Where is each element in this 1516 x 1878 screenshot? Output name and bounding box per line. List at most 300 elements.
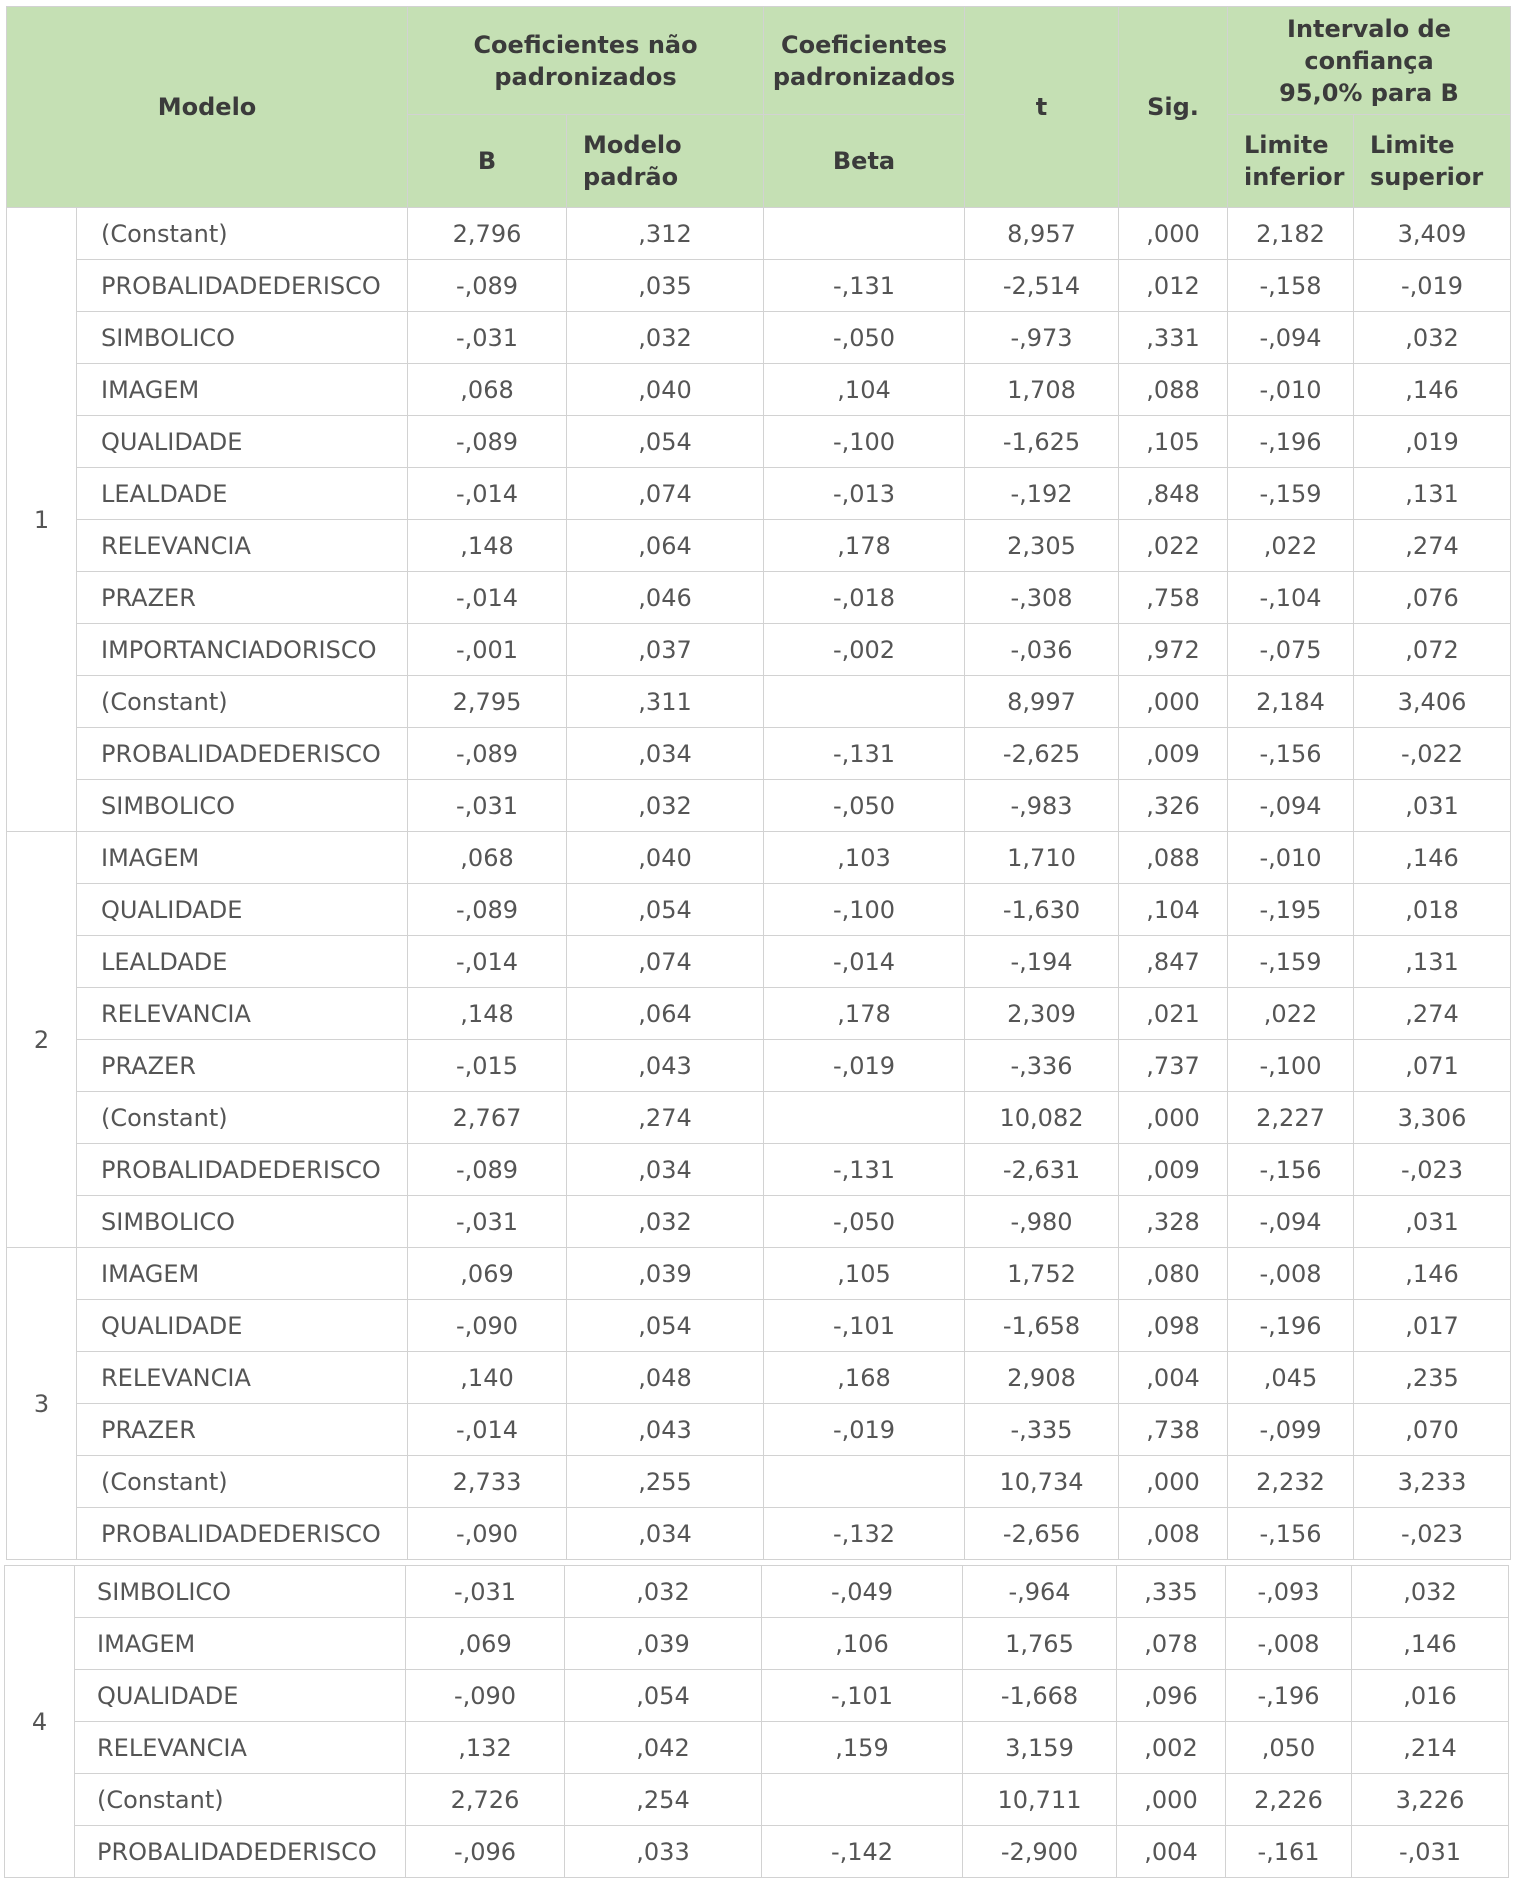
ci-upper: ,214	[1352, 1722, 1509, 1774]
table-row	[7, 572, 1511, 624]
coef-b: -,090	[406, 1670, 565, 1722]
variable-name: IMAGEM	[77, 1248, 408, 1300]
t-value: 1,765	[963, 1618, 1117, 1670]
coef-b: 2,767	[408, 1092, 567, 1144]
coef-b: -,001	[408, 624, 567, 676]
coef-std-error: ,311	[567, 676, 764, 728]
coef-beta: ,178	[764, 988, 965, 1040]
coef-b: -,089	[408, 260, 567, 312]
table-row	[7, 364, 1511, 416]
coef-std-error: ,255	[567, 1456, 764, 1508]
ci-lower: -,196	[1228, 416, 1354, 468]
variable-name: IMAGEM	[77, 832, 408, 884]
coef-beta: ,178	[764, 520, 965, 572]
table-row	[7, 1144, 1511, 1196]
sig-value: ,738	[1119, 1404, 1228, 1456]
coef-std-error: ,037	[567, 624, 764, 676]
header-sig: Sig.	[1119, 7, 1228, 208]
coef-b: -,089	[408, 728, 567, 780]
table-row	[7, 988, 1511, 1040]
variable-name: PROBALIDADEDERISCO	[77, 260, 408, 312]
table-row	[7, 312, 1511, 364]
header-lower-limit: Limite inferior	[1228, 115, 1354, 208]
t-value: 1,752	[965, 1248, 1119, 1300]
ci-upper: ,131	[1354, 936, 1511, 988]
coef-std-error: ,048	[567, 1352, 764, 1404]
table-body	[7, 208, 1511, 1560]
t-value: -,308	[965, 572, 1119, 624]
variable-name: (Constant)	[77, 1456, 408, 1508]
coef-std-error: ,043	[567, 1404, 764, 1456]
ci-upper: ,017	[1354, 1300, 1511, 1352]
ci-lower: 2,227	[1228, 1092, 1354, 1144]
ci-lower: -,099	[1228, 1404, 1354, 1456]
coef-b: -,089	[408, 1144, 567, 1196]
coef-b: ,068	[408, 832, 567, 884]
coef-beta: -,100	[764, 416, 965, 468]
variable-name: QUALIDADE	[77, 1300, 408, 1352]
coef-beta: -,018	[764, 572, 965, 624]
t-value: 2,908	[965, 1352, 1119, 1404]
ci-upper: -,023	[1354, 1144, 1511, 1196]
table-row	[7, 260, 1511, 312]
table-row	[5, 1826, 1509, 1878]
t-value: -,336	[965, 1040, 1119, 1092]
sig-value: ,096	[1117, 1670, 1226, 1722]
ci-upper: ,131	[1354, 468, 1511, 520]
ci-upper: ,071	[1354, 1040, 1511, 1092]
coef-b: -,031	[406, 1566, 565, 1618]
sig-value: ,737	[1119, 1040, 1228, 1092]
coef-std-error: ,054	[567, 416, 764, 468]
sig-value: ,012	[1119, 260, 1228, 312]
ci-lower: -,159	[1228, 468, 1354, 520]
table-row	[7, 208, 1511, 260]
coef-beta	[762, 1774, 963, 1826]
variable-name: QUALIDADE	[77, 416, 408, 468]
table-row	[7, 624, 1511, 676]
t-value: -1,630	[965, 884, 1119, 936]
ci-upper: 3,226	[1352, 1774, 1509, 1826]
ci-upper: ,274	[1354, 988, 1511, 1040]
table-row	[7, 1196, 1511, 1248]
variable-name: (Constant)	[75, 1774, 406, 1826]
coef-b: ,140	[408, 1352, 567, 1404]
coef-beta: ,106	[762, 1618, 963, 1670]
coef-beta: -,050	[764, 312, 965, 364]
coef-b: 2,733	[408, 1456, 567, 1508]
sig-value: ,847	[1119, 936, 1228, 988]
ci-lower: 2,184	[1228, 676, 1354, 728]
header-modelo: Modelo	[7, 7, 408, 208]
ci-lower: ,045	[1228, 1352, 1354, 1404]
coef-beta: -,014	[764, 936, 965, 988]
model-number: 3	[7, 1248, 77, 1560]
ci-upper: ,070	[1354, 1404, 1511, 1456]
coef-std-error: ,039	[567, 1248, 764, 1300]
ci-lower: -,196	[1228, 1300, 1354, 1352]
coef-std-error: ,054	[565, 1670, 762, 1722]
t-value: -2,514	[965, 260, 1119, 312]
ci-lower: ,022	[1228, 988, 1354, 1040]
sig-value: ,758	[1119, 572, 1228, 624]
model-number: 4	[5, 1566, 75, 1878]
sig-value: ,848	[1119, 468, 1228, 520]
ci-lower: -,158	[1228, 260, 1354, 312]
table-row	[7, 468, 1511, 520]
coef-std-error: ,043	[567, 1040, 764, 1092]
ci-lower: -,195	[1228, 884, 1354, 936]
header-beta: Beta	[764, 115, 965, 208]
coefficients-table-continuation	[4, 1565, 1508, 1878]
t-value: 10,734	[965, 1456, 1119, 1508]
sig-value: ,002	[1117, 1722, 1226, 1774]
coef-b: -,089	[408, 416, 567, 468]
sig-value: ,105	[1119, 416, 1228, 468]
sig-value: ,088	[1119, 832, 1228, 884]
sig-value: ,326	[1119, 780, 1228, 832]
table-row	[7, 728, 1511, 780]
coef-std-error: ,032	[567, 780, 764, 832]
ci-lower: -,094	[1228, 780, 1354, 832]
ci-lower: -,104	[1228, 572, 1354, 624]
coef-beta: -,050	[764, 780, 965, 832]
coef-b: -,015	[408, 1040, 567, 1092]
sig-value: ,104	[1119, 884, 1228, 936]
header-b: B	[408, 115, 567, 208]
table-row	[7, 1404, 1511, 1456]
variable-name: (Constant)	[77, 676, 408, 728]
coef-b: -,014	[408, 468, 567, 520]
variable-name: SIMBOLICO	[77, 780, 408, 832]
header-t: t	[965, 7, 1119, 208]
coef-b: -,031	[408, 1196, 567, 1248]
sig-value: ,000	[1119, 1456, 1228, 1508]
coef-std-error: ,032	[567, 312, 764, 364]
ci-lower: -,094	[1228, 1196, 1354, 1248]
ci-upper: ,031	[1354, 1196, 1511, 1248]
variable-name: RELEVANCIA	[77, 1352, 408, 1404]
sig-value: ,335	[1117, 1566, 1226, 1618]
table-row	[5, 1566, 1509, 1618]
table-row	[7, 1092, 1511, 1144]
t-value: 1,708	[965, 364, 1119, 416]
coef-b: ,132	[406, 1722, 565, 1774]
coef-std-error: ,032	[567, 1196, 764, 1248]
t-value: -2,625	[965, 728, 1119, 780]
t-value: 3,159	[963, 1722, 1117, 1774]
t-value: 2,309	[965, 988, 1119, 1040]
variable-name: PROBALIDADEDERISCO	[77, 1144, 408, 1196]
coef-beta: -,131	[764, 260, 965, 312]
variable-name: PRAZER	[77, 1404, 408, 1456]
variable-name: LEALDADE	[77, 936, 408, 988]
ci-lower: -,100	[1228, 1040, 1354, 1092]
coef-beta: -,049	[762, 1566, 963, 1618]
coef-b: -,014	[408, 572, 567, 624]
table-row	[5, 1670, 1509, 1722]
t-value: 2,305	[965, 520, 1119, 572]
coef-b: ,069	[406, 1618, 565, 1670]
ci-upper: -,022	[1354, 728, 1511, 780]
coef-beta: -,142	[762, 1826, 963, 1878]
coef-b: -,031	[408, 780, 567, 832]
t-value: 8,997	[965, 676, 1119, 728]
coef-b: ,148	[408, 520, 567, 572]
variable-name: RELEVANCIA	[75, 1722, 406, 1774]
ci-upper: -,019	[1354, 260, 1511, 312]
coef-beta	[764, 208, 965, 260]
ci-upper: ,235	[1354, 1352, 1511, 1404]
table-row	[7, 1508, 1511, 1560]
coef-b: -,090	[408, 1300, 567, 1352]
variable-name: SIMBOLICO	[75, 1566, 406, 1618]
t-value: -,983	[965, 780, 1119, 832]
variable-name: PROBALIDADEDERISCO	[77, 1508, 408, 1560]
variable-name: PRAZER	[77, 1040, 408, 1092]
table-row	[7, 676, 1511, 728]
ci-lower: -,010	[1228, 832, 1354, 884]
variable-name: QUALIDADE	[75, 1670, 406, 1722]
t-value: -1,658	[965, 1300, 1119, 1352]
table-row	[7, 416, 1511, 468]
ci-upper: ,018	[1354, 884, 1511, 936]
coef-beta: -,013	[764, 468, 965, 520]
t-value: -,192	[965, 468, 1119, 520]
table-row	[7, 832, 1511, 884]
table-row	[7, 1300, 1511, 1352]
variable-name: RELEVANCIA	[77, 520, 408, 572]
ci-upper: ,146	[1354, 364, 1511, 416]
coef-b: ,148	[408, 988, 567, 1040]
table-header	[7, 7, 1511, 208]
coef-beta: ,105	[764, 1248, 965, 1300]
ci-lower: 2,226	[1226, 1774, 1352, 1826]
model-number: 2	[7, 832, 77, 1248]
table-row	[7, 884, 1511, 936]
coef-beta: -,101	[764, 1300, 965, 1352]
coef-std-error: ,032	[565, 1566, 762, 1618]
t-value: -,335	[965, 1404, 1119, 1456]
t-value: -2,656	[965, 1508, 1119, 1560]
coef-std-error: ,254	[565, 1774, 762, 1826]
header-upper-limit: Limite superior	[1354, 115, 1511, 208]
sig-value: ,000	[1119, 676, 1228, 728]
variable-name: QUALIDADE	[77, 884, 408, 936]
header-standardized: Coeficientes padronizados	[764, 7, 965, 115]
header-confidence-interval: Intervalo de confiança 95,0% para B	[1228, 7, 1511, 115]
coef-beta: -,019	[764, 1404, 965, 1456]
variable-name: RELEVANCIA	[77, 988, 408, 1040]
t-value: 8,957	[965, 208, 1119, 260]
coef-std-error: ,040	[567, 832, 764, 884]
ci-upper: 3,306	[1354, 1092, 1511, 1144]
ci-lower: -,094	[1228, 312, 1354, 364]
coef-beta	[764, 1456, 965, 1508]
ci-upper: -,031	[1352, 1826, 1509, 1878]
table-row	[5, 1774, 1509, 1826]
header-unstandardized: Coeficientes não padronizados	[408, 7, 764, 115]
sig-value: ,098	[1119, 1300, 1228, 1352]
t-value: 10,082	[965, 1092, 1119, 1144]
coef-beta: -,131	[764, 728, 965, 780]
coef-std-error: ,074	[567, 936, 764, 988]
table-row	[7, 1456, 1511, 1508]
t-value: -,980	[965, 1196, 1119, 1248]
coef-std-error: ,033	[565, 1826, 762, 1878]
ci-upper: ,019	[1354, 416, 1511, 468]
variable-name: (Constant)	[77, 208, 408, 260]
coefficients-table-part-2	[4, 1565, 1509, 1878]
t-value: 10,711	[963, 1774, 1117, 1826]
variable-name: PROBALIDADEDERISCO	[77, 728, 408, 780]
ci-upper: ,076	[1354, 572, 1511, 624]
sig-value: ,331	[1119, 312, 1228, 364]
ci-lower: -,159	[1228, 936, 1354, 988]
coef-beta: -,019	[764, 1040, 965, 1092]
sig-value: ,000	[1117, 1774, 1226, 1826]
table-row	[7, 1248, 1511, 1300]
ci-upper: 3,409	[1354, 208, 1511, 260]
sig-value: ,008	[1119, 1508, 1228, 1560]
ci-upper: ,146	[1354, 1248, 1511, 1300]
ci-upper: ,016	[1352, 1670, 1509, 1722]
coef-beta: -,100	[764, 884, 965, 936]
sig-value: ,004	[1119, 1352, 1228, 1404]
t-value: 1,710	[965, 832, 1119, 884]
coef-beta: -,002	[764, 624, 965, 676]
ci-upper: ,031	[1354, 780, 1511, 832]
ci-lower: -,156	[1228, 1508, 1354, 1560]
coef-std-error: ,034	[567, 728, 764, 780]
coef-std-error: ,039	[565, 1618, 762, 1670]
t-value: -2,900	[963, 1826, 1117, 1878]
coef-beta: -,050	[764, 1196, 965, 1248]
coef-b: 2,796	[408, 208, 567, 260]
t-value: -2,631	[965, 1144, 1119, 1196]
table-row	[7, 780, 1511, 832]
coef-b: -,096	[406, 1826, 565, 1878]
ci-lower: -,156	[1228, 1144, 1354, 1196]
coef-b: -,014	[408, 936, 567, 988]
coef-beta: -,131	[764, 1144, 965, 1196]
table-row	[7, 1040, 1511, 1092]
sig-value: ,078	[1117, 1618, 1226, 1670]
t-value: -1,625	[965, 416, 1119, 468]
coef-beta: -,101	[762, 1670, 963, 1722]
coef-std-error: ,054	[567, 884, 764, 936]
t-value: -,194	[965, 936, 1119, 988]
sig-value: ,021	[1119, 988, 1228, 1040]
coef-beta	[764, 1092, 965, 1144]
coef-beta	[764, 676, 965, 728]
sig-value: ,000	[1119, 1092, 1228, 1144]
ci-lower: -,008	[1228, 1248, 1354, 1300]
variable-name: PRAZER	[77, 572, 408, 624]
table-row	[7, 1352, 1511, 1404]
ci-lower: -,075	[1228, 624, 1354, 676]
table-row	[5, 1618, 1509, 1670]
sig-value: ,328	[1119, 1196, 1228, 1248]
table-row	[7, 520, 1511, 572]
variable-name: IMPORTANCIADORISCO	[77, 624, 408, 676]
ci-lower: -,008	[1226, 1618, 1352, 1670]
ci-upper: ,274	[1354, 520, 1511, 572]
coef-b: 2,726	[406, 1774, 565, 1826]
coef-std-error: ,034	[567, 1144, 764, 1196]
coefficients-table	[6, 6, 1511, 1560]
ci-lower: 2,232	[1228, 1456, 1354, 1508]
variable-name: IMAGEM	[77, 364, 408, 416]
coef-std-error: ,064	[567, 520, 764, 572]
coef-std-error: ,042	[565, 1722, 762, 1774]
ci-upper: ,146	[1354, 832, 1511, 884]
coef-b: ,068	[408, 364, 567, 416]
ci-lower: ,022	[1228, 520, 1354, 572]
coef-std-error: ,274	[567, 1092, 764, 1144]
coefficients-table-wrapper	[6, 6, 1510, 1560]
variable-name: SIMBOLICO	[77, 312, 408, 364]
coef-b: -,031	[408, 312, 567, 364]
sig-value: ,022	[1119, 520, 1228, 572]
coef-std-error: ,054	[567, 1300, 764, 1352]
coef-beta: ,103	[764, 832, 965, 884]
ci-lower: -,196	[1226, 1670, 1352, 1722]
t-value: -1,668	[963, 1670, 1117, 1722]
coef-std-error: ,035	[567, 260, 764, 312]
model-number: 1	[7, 208, 77, 832]
sig-value: ,088	[1119, 364, 1228, 416]
header-std-error: Modelo padrão	[567, 115, 764, 208]
ci-upper: 3,233	[1354, 1456, 1511, 1508]
coef-std-error: ,040	[567, 364, 764, 416]
coef-beta: ,104	[764, 364, 965, 416]
variable-name: PROBALIDADEDERISCO	[75, 1826, 406, 1878]
ci-upper: ,146	[1352, 1618, 1509, 1670]
t-value: -,964	[963, 1566, 1117, 1618]
coef-b: -,090	[408, 1508, 567, 1560]
coef-std-error: ,312	[567, 208, 764, 260]
coef-beta: ,168	[764, 1352, 965, 1404]
coef-b: ,069	[408, 1248, 567, 1300]
ci-lower: -,093	[1226, 1566, 1352, 1618]
sig-value: ,972	[1119, 624, 1228, 676]
sig-value: ,080	[1119, 1248, 1228, 1300]
variable-name: SIMBOLICO	[77, 1196, 408, 1248]
ci-upper: ,072	[1354, 624, 1511, 676]
coef-b: -,089	[408, 884, 567, 936]
sig-value: ,004	[1117, 1826, 1226, 1878]
coef-beta: ,159	[762, 1722, 963, 1774]
t-value: -,036	[965, 624, 1119, 676]
ci-upper: -,023	[1354, 1508, 1511, 1560]
ci-lower: -,161	[1226, 1826, 1352, 1878]
table-row	[5, 1722, 1509, 1774]
t-value: -,973	[965, 312, 1119, 364]
ci-upper: 3,406	[1354, 676, 1511, 728]
sig-value: ,009	[1119, 728, 1228, 780]
ci-upper: ,032	[1352, 1566, 1509, 1618]
coef-b: -,014	[408, 1404, 567, 1456]
sig-value: ,009	[1119, 1144, 1228, 1196]
ci-lower: -,010	[1228, 364, 1354, 416]
table-row	[7, 936, 1511, 988]
variable-name: IMAGEM	[75, 1618, 406, 1670]
sig-value: ,000	[1119, 208, 1228, 260]
coef-std-error: ,074	[567, 468, 764, 520]
variable-name: (Constant)	[77, 1092, 408, 1144]
coef-beta: -,132	[764, 1508, 965, 1560]
